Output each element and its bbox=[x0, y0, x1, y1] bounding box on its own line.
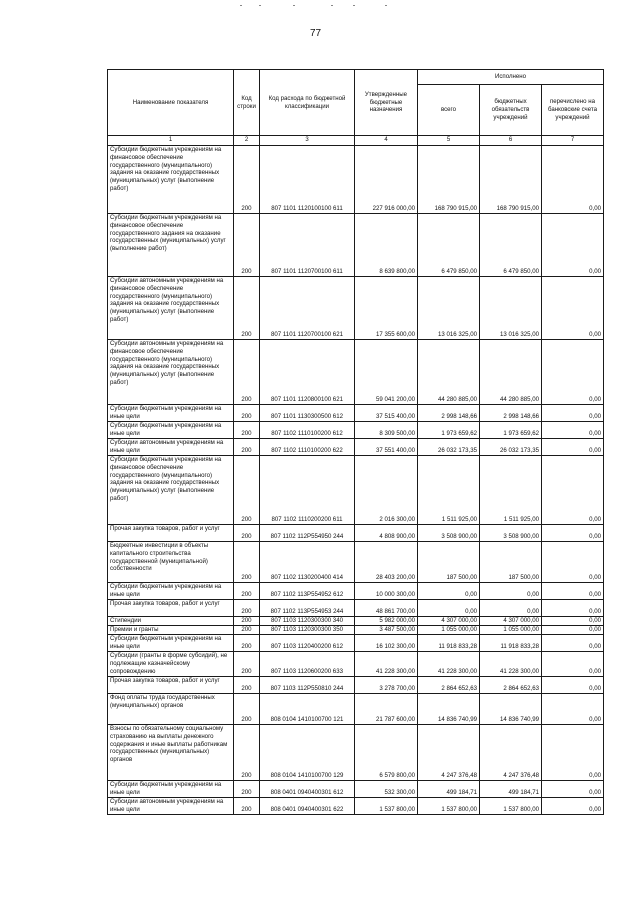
row-name: Субсидии автономным учреждениям на иные цели bbox=[108, 439, 234, 456]
row-executed-total: 0,00 bbox=[418, 600, 480, 617]
row-approved: 227 916 000,00 bbox=[355, 146, 418, 214]
row-name: Субсидии бюджетным учреждениям на иные цели bbox=[108, 781, 234, 798]
table-row bbox=[108, 781, 604, 798]
row-executed-total: 187 500,00 bbox=[418, 542, 480, 583]
row-budget-obligations: 11 918 833,28 bbox=[480, 635, 542, 652]
row-name: Взносы по обязательному социальному страхованию на выплаты денежного содержания и иные выплаты работникам государственных (муниципальных) органов bbox=[108, 725, 234, 781]
row-name: Субсидии автономным учреждениям на финансовое обеспечение государственного (муниципального) задания на оказание государственных (муниципальных) услуг (выполнение работ) bbox=[108, 340, 234, 405]
table-row bbox=[108, 146, 604, 214]
row-budget-obligations: 4 247 376,48 bbox=[480, 725, 542, 781]
row-executed-total: 44 280 885,00 bbox=[418, 340, 480, 405]
row-budget-obligations: 187 500,00 bbox=[480, 542, 542, 583]
table-row bbox=[108, 617, 604, 626]
row-transferred: 0,00 bbox=[542, 146, 604, 214]
row-approved: 37 515 400,00 bbox=[355, 405, 418, 422]
row-line-code: 200 bbox=[234, 405, 260, 422]
row-name: Субсидии (гранты в форме субсидий), не подлежащие казначейскому сопровождению bbox=[108, 652, 234, 677]
row-line-code: 200 bbox=[234, 214, 260, 277]
page-number: 77 bbox=[309, 28, 322, 39]
row-transferred: 0,00 bbox=[542, 277, 604, 340]
row-line-code: 200 bbox=[234, 146, 260, 214]
row-executed-total: 2 998 148,66 bbox=[418, 405, 480, 422]
header-executed-total: всего bbox=[418, 85, 480, 136]
row-approved: 16 102 300,00 bbox=[355, 635, 418, 652]
row-transferred: 0,00 bbox=[542, 439, 604, 456]
row-name: Субсидии бюджетным учреждениям на иные цели bbox=[108, 635, 234, 652]
row-transferred: 0,00 bbox=[542, 456, 604, 525]
row-transferred: 0,00 bbox=[542, 600, 604, 617]
row-transferred: 0,00 bbox=[542, 422, 604, 439]
row-line-code: 200 bbox=[234, 725, 260, 781]
row-executed-total: 41 228 300,00 bbox=[418, 652, 480, 677]
row-budget-obligations: 0,00 bbox=[480, 583, 542, 600]
row-line-code: 200 bbox=[234, 277, 260, 340]
row-line-code: 200 bbox=[234, 422, 260, 439]
row-executed-total: 13 016 325,00 bbox=[418, 277, 480, 340]
row-approved: 3 278 700,00 bbox=[355, 677, 418, 694]
header-transferred: перечислено на банковские счета учреждений bbox=[542, 85, 604, 136]
row-approved: 8 309 500,00 bbox=[355, 422, 418, 439]
row-transferred: 0,00 bbox=[542, 626, 604, 635]
header-line-code: Код строки bbox=[234, 70, 260, 136]
row-line-code: 200 bbox=[234, 583, 260, 600]
column-number: 4 bbox=[355, 136, 418, 146]
row-executed-total: 11 918 833,28 bbox=[418, 635, 480, 652]
row-transferred: 0,00 bbox=[542, 635, 604, 652]
table-row bbox=[108, 725, 604, 781]
row-name: Прочая закупка товаров, работ и услуг bbox=[108, 525, 234, 542]
row-line-code: 200 bbox=[234, 652, 260, 677]
row-transferred: 0,00 bbox=[542, 725, 604, 781]
row-name: Субсидии бюджетным учреждениям на финансовое обеспечение государственного (муниципального) задания на оказание государственных (муниципальных) услуг (выполнение работ) bbox=[108, 456, 234, 525]
row-expense-code: 808 0401 0940400301 612 bbox=[260, 781, 355, 798]
row-approved: 37 551 400,00 bbox=[355, 439, 418, 456]
row-budget-obligations: 0,00 bbox=[480, 600, 542, 617]
row-name: Бюджетные инвестиции в объекты капитального строительства государственной (муниципальной) собственности bbox=[108, 542, 234, 583]
row-approved: 5 982 000,00 bbox=[355, 617, 418, 626]
row-approved: 2 016 300,00 bbox=[355, 456, 418, 525]
row-transferred: 0,00 bbox=[542, 677, 604, 694]
budget-execution-table bbox=[107, 69, 604, 815]
row-name: Субсидии бюджетным учреждениям на финансовое обеспечение государственного (муниципального) задания на оказание государственных (муниципальных) услуг (выполнение работ) bbox=[108, 146, 234, 214]
row-executed-total: 6 479 850,00 bbox=[418, 214, 480, 277]
table-row bbox=[108, 542, 604, 583]
row-line-code: 200 bbox=[234, 798, 260, 815]
row-budget-obligations: 3 508 900,00 bbox=[480, 525, 542, 542]
header-executed: Исполнено bbox=[418, 70, 604, 85]
table-row bbox=[108, 652, 604, 677]
row-budget-obligations: 1 537 800,00 bbox=[480, 798, 542, 815]
table-body bbox=[108, 146, 604, 815]
row-budget-obligations: 1 511 925,00 bbox=[480, 456, 542, 525]
row-transferred: 0,00 bbox=[542, 583, 604, 600]
row-executed-total: 0,00 bbox=[418, 583, 480, 600]
row-executed-total: 3 508 900,00 bbox=[418, 525, 480, 542]
row-expense-code: 807 1102 1110100200 622 bbox=[260, 439, 355, 456]
row-approved: 4 808 900,00 bbox=[355, 525, 418, 542]
row-name: Субсидии бюджетным учреждениям на иные цели bbox=[108, 422, 234, 439]
row-budget-obligations: 6 479 850,00 bbox=[480, 214, 542, 277]
row-approved: 3 487 500,00 bbox=[355, 626, 418, 635]
table-row bbox=[108, 677, 604, 694]
row-name: Фонд оплаты труда государственных (муниципальных) органов bbox=[108, 694, 234, 725]
row-name: Субсидии автономным учреждениям на иные цели bbox=[108, 798, 234, 815]
scan-artifact-dots bbox=[235, 5, 405, 11]
row-expense-code: 807 1101 1120700100 611 bbox=[260, 214, 355, 277]
row-executed-total: 1 973 659,62 bbox=[418, 422, 480, 439]
row-executed-total: 4 247 376,48 bbox=[418, 725, 480, 781]
row-budget-obligations: 2 998 148,66 bbox=[480, 405, 542, 422]
row-approved: 48 861 700,00 bbox=[355, 600, 418, 617]
row-expense-code: 807 1103 1120300300 340 bbox=[260, 617, 355, 626]
row-executed-total: 1 537 800,00 bbox=[418, 798, 480, 815]
row-line-code: 200 bbox=[234, 340, 260, 405]
table-row bbox=[108, 456, 604, 525]
row-expense-code: 807 1102 113P554953 244 bbox=[260, 600, 355, 617]
row-expense-code: 808 0104 1410100700 121 bbox=[260, 694, 355, 725]
row-line-code: 200 bbox=[234, 677, 260, 694]
column-number: 3 bbox=[260, 136, 355, 146]
row-executed-total: 4 307 000,00 bbox=[418, 617, 480, 626]
row-transferred: 0,00 bbox=[542, 798, 604, 815]
row-line-code: 200 bbox=[234, 542, 260, 583]
header-approved: Утвержденные бюджетные назначения bbox=[355, 70, 418, 136]
table-row bbox=[108, 214, 604, 277]
row-approved: 59 041 200,00 bbox=[355, 340, 418, 405]
row-expense-code: 807 1102 113P554952 612 bbox=[260, 583, 355, 600]
row-line-code: 200 bbox=[234, 626, 260, 635]
row-approved: 8 639 800,00 bbox=[355, 214, 418, 277]
row-transferred: 0,00 bbox=[542, 781, 604, 798]
row-name: Прочая закупка товаров, работ и услуг bbox=[108, 600, 234, 617]
row-executed-total: 2 864 652,63 bbox=[418, 677, 480, 694]
header-indicator-name: Наименование показателя bbox=[108, 70, 234, 136]
row-expense-code: 807 1103 1120600200 633 bbox=[260, 652, 355, 677]
column-number: 5 bbox=[418, 136, 480, 146]
row-transferred: 0,00 bbox=[542, 405, 604, 422]
row-expense-code: 807 1102 1130200400 414 bbox=[260, 542, 355, 583]
row-approved: 21 787 600,00 bbox=[355, 694, 418, 725]
table-row bbox=[108, 340, 604, 405]
column-number: 2 bbox=[234, 136, 260, 146]
row-line-code: 200 bbox=[234, 617, 260, 626]
row-expense-code: 807 1103 1120300300 350 bbox=[260, 626, 355, 635]
row-budget-obligations: 168 790 915,00 bbox=[480, 146, 542, 214]
row-expense-code: 807 1101 1120700100 621 bbox=[260, 277, 355, 340]
row-line-code: 200 bbox=[234, 600, 260, 617]
row-approved: 17 355 600,00 bbox=[355, 277, 418, 340]
row-budget-obligations: 41 228 300,00 bbox=[480, 652, 542, 677]
row-transferred: 0,00 bbox=[542, 652, 604, 677]
row-transferred: 0,00 bbox=[542, 617, 604, 626]
row-line-code: 200 bbox=[234, 635, 260, 652]
row-approved: 6 579 800,00 bbox=[355, 725, 418, 781]
row-budget-obligations: 14 836 740,99 bbox=[480, 694, 542, 725]
row-name: Субсидии бюджетным учреждениям на финансовое обеспечение государственного задания на оказание государственных (муниципальных) услуг (выполнение работ) bbox=[108, 214, 234, 277]
row-budget-obligations: 1 055 000,00 bbox=[480, 626, 542, 635]
row-line-code: 200 bbox=[234, 525, 260, 542]
row-approved: 10 000 300,00 bbox=[355, 583, 418, 600]
row-budget-obligations: 1 973 659,62 bbox=[480, 422, 542, 439]
row-executed-total: 499 184,71 bbox=[418, 781, 480, 798]
row-name: Субсидии бюджетным учреждениям на иные цели bbox=[108, 405, 234, 422]
table-row bbox=[108, 583, 604, 600]
column-number: 6 bbox=[480, 136, 542, 146]
row-approved: 532 300,00 bbox=[355, 781, 418, 798]
row-transferred: 0,00 bbox=[542, 694, 604, 725]
row-expense-code: 807 1101 1130300500 612 bbox=[260, 405, 355, 422]
row-expense-code: 808 0401 0940400301 622 bbox=[260, 798, 355, 815]
row-expense-code: 807 1101 1120800100 621 bbox=[260, 340, 355, 405]
column-number: 1 bbox=[108, 136, 234, 146]
row-executed-total: 26 032 173,35 bbox=[418, 439, 480, 456]
table-row bbox=[108, 635, 604, 652]
header-budget-obligations: бюджетных обязательств учреждений bbox=[480, 85, 542, 136]
table-row bbox=[108, 798, 604, 815]
row-line-code: 200 bbox=[234, 781, 260, 798]
row-approved: 41 228 300,00 bbox=[355, 652, 418, 677]
row-executed-total: 1 055 000,00 bbox=[418, 626, 480, 635]
row-expense-code: 807 1101 1120100100 611 bbox=[260, 146, 355, 214]
row-executed-total: 168 790 915,00 bbox=[418, 146, 480, 214]
table-row bbox=[108, 439, 604, 456]
table-row bbox=[108, 626, 604, 635]
row-approved: 1 537 800,00 bbox=[355, 798, 418, 815]
row-executed-total: 14 836 740,99 bbox=[418, 694, 480, 725]
row-transferred: 0,00 bbox=[542, 340, 604, 405]
row-expense-code: 807 1103 1120400200 612 bbox=[260, 635, 355, 652]
row-name: Прочая закупка товаров, работ и услуг bbox=[108, 677, 234, 694]
row-line-code: 200 bbox=[234, 694, 260, 725]
row-line-code: 200 bbox=[234, 456, 260, 525]
row-transferred: 0,00 bbox=[542, 525, 604, 542]
row-transferred: 0,00 bbox=[542, 214, 604, 277]
row-name: Субсидии автономным учреждениям на финансовое обеспечение государственного (муниципального) задания на оказание государственных (муниципальных) услуг (выполнение работ) bbox=[108, 277, 234, 340]
row-transferred: 0,00 bbox=[542, 542, 604, 583]
column-number: 7 bbox=[542, 136, 604, 146]
row-budget-obligations: 44 280 885,00 bbox=[480, 340, 542, 405]
table-row bbox=[108, 422, 604, 439]
row-budget-obligations: 26 032 173,35 bbox=[480, 439, 542, 456]
table-row bbox=[108, 694, 604, 725]
table-row bbox=[108, 277, 604, 340]
table-row bbox=[108, 525, 604, 542]
row-approved: 28 403 200,00 bbox=[355, 542, 418, 583]
row-expense-code: 807 1102 1110200200 611 bbox=[260, 456, 355, 525]
row-expense-code: 808 0104 1410100700 129 bbox=[260, 725, 355, 781]
row-name: Премии и гранты bbox=[108, 626, 234, 635]
row-budget-obligations: 2 864 652,63 bbox=[480, 677, 542, 694]
header-expense-code: Код расхода по бюджетной классификации bbox=[260, 70, 355, 136]
row-budget-obligations: 13 016 325,00 bbox=[480, 277, 542, 340]
row-budget-obligations: 499 184,71 bbox=[480, 781, 542, 798]
row-name: Субсидии бюджетным учреждениям на иные цели bbox=[108, 583, 234, 600]
row-name: Стипендии bbox=[108, 617, 234, 626]
row-line-code: 200 bbox=[234, 439, 260, 456]
table-row bbox=[108, 600, 604, 617]
row-expense-code: 807 1102 112P554950 244 bbox=[260, 525, 355, 542]
row-executed-total: 1 511 925,00 bbox=[418, 456, 480, 525]
row-expense-code: 807 1103 112P550810 244 bbox=[260, 677, 355, 694]
row-expense-code: 807 1102 1110100200 612 bbox=[260, 422, 355, 439]
row-budget-obligations: 4 307 000,00 bbox=[480, 617, 542, 626]
table-row bbox=[108, 405, 604, 422]
